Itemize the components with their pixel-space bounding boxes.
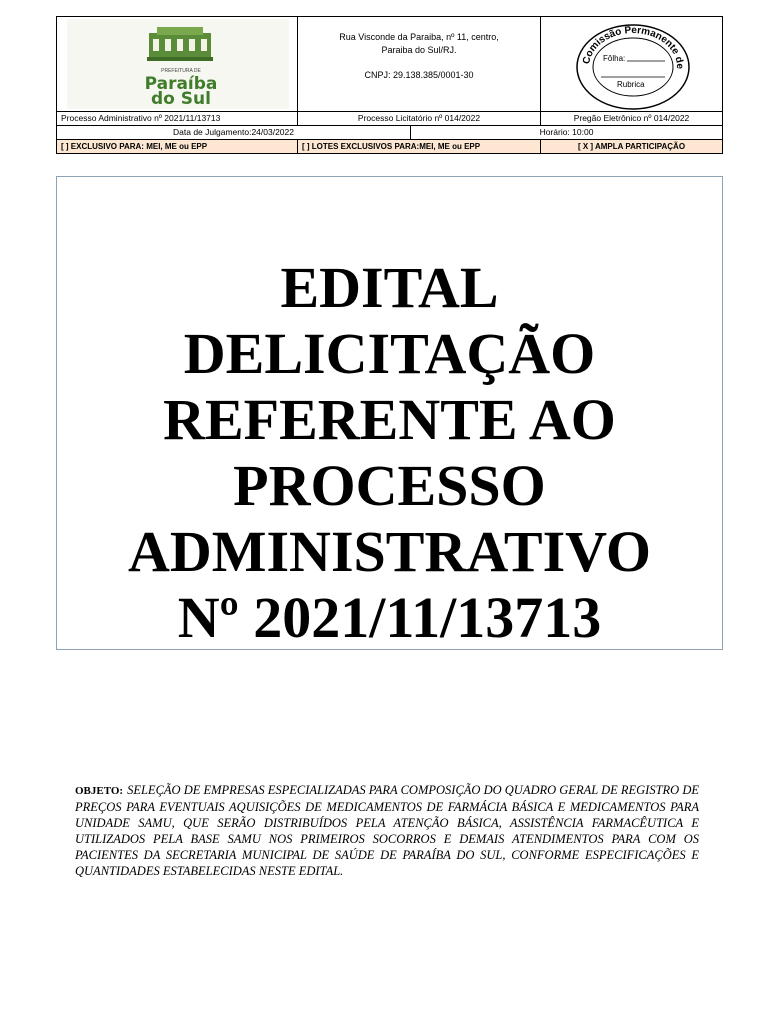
document-header [56, 16, 723, 154]
option-ampla: [ X ] AMPLA PARTICIPAÇÃO [577, 142, 686, 151]
cnpj: CNPJ: 29.138.385/0001-30 [364, 70, 474, 80]
processo-administrativo: Processo Administrativo nº 2021/11/13713 [57, 112, 298, 125]
option-lotes-exclusivos: [ ] LOTES EXCLUSIVOS PARA:MEI, ME ou EPP [298, 140, 541, 153]
commission-seal [541, 17, 722, 111]
objeto-paragraph [75, 782, 699, 879]
title-line-6: Nº 2021/11/13713 [177, 585, 602, 650]
seal-ring-text: Comissão Permanente de [581, 24, 686, 70]
seal-folha: Fôlha: [603, 54, 626, 63]
title-line-5: ADMINISTRATIVO [127, 519, 652, 584]
objeto-text: SELEÇÃO DE EMPRESAS ESPECIALIZADAS PARA COMPOSIÇÃO DO QUADRO GERAL DE REGISTRO DE PREÇOS PARA EVENTUAIS AQUISIÇÕES DE MEDICAMENTOS DE FARMÁCIA BÁSICA E MEDICAMENTOS PARA UNIDADE SAMU, QUE SERÃO DISTRIBUÍDOS PELA ATENÇÃO BÁSICA, ASSISTÊNCIA FARMACÊUTICA E UTILIZADOS PELA BASE SAMU NOS PRIMEIROS SOCORROS E DEMAIS ATENDIMENTOS PARA COM OS PACIENTES DA SECRETARIA MUNICIPAL DE SAÚDE DE PARAÍBA DO SUL, CONFORME ESPECIFICAÇÕES E QUANTIDADES ESTABELECIDAS NESTE EDITAL. [75, 783, 699, 878]
title-line-4: PROCESSO [233, 453, 546, 518]
address-block [298, 17, 541, 111]
logo-text-top: PREFEITURA DE [161, 68, 201, 74]
title-box [56, 176, 723, 650]
title-line-1: EDITAL [280, 255, 499, 320]
document-title [57, 255, 722, 651]
address-line-1: Rua Visconde da Paraiba, nº 11, centro, [339, 32, 499, 42]
logo-image [57, 17, 297, 111]
svg-text:Paraíba: Paraíba [144, 74, 218, 94]
title-line-2: DELICITAÇÃO [183, 321, 596, 386]
objeto-label: OBJETO: [75, 785, 124, 797]
option-exclusivo: [ ] EXCLUSIVO PARA: MEI, ME ou EPP [57, 140, 298, 153]
seal-rubrica: Rubrica [617, 80, 645, 89]
data-julgamento: Data de Julgamento:24/03/2022 [57, 126, 411, 139]
svg-text:do Sul: do Sul [151, 89, 211, 109]
title-line-3: REFERENTE AO [163, 387, 616, 452]
pregao-eletronico: Pregão Eletrônico nº 014/2022 [573, 113, 690, 123]
seal-stamp [541, 17, 722, 111]
prefeitura-logo [57, 17, 298, 111]
processo-licitatorio: Processo Licitatório nº 014/2022 [298, 112, 541, 125]
address-line-2: Paraiba do Sul/RJ. [381, 45, 457, 55]
horario: Horário: 10:00 [539, 127, 594, 137]
